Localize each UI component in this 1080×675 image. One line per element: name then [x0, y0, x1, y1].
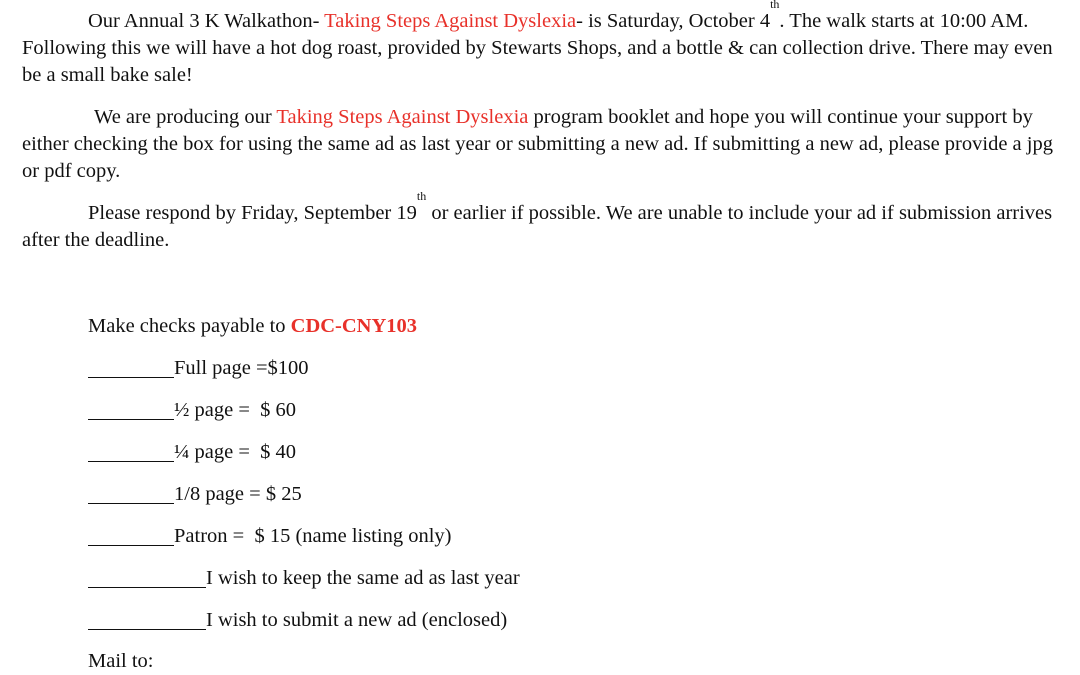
check-blank[interactable]	[88, 483, 174, 504]
deadline-intro: Please respond by Friday, September 19	[88, 202, 417, 224]
option-label: I wish to submit a new ad (enclosed)	[206, 609, 508, 631]
option-quarter-page	[88, 439, 296, 466]
checks-payable-line	[88, 313, 417, 340]
mail-to-label: Mail to:	[88, 650, 154, 672]
option-submit-new-ad	[88, 607, 507, 634]
option-half-page	[88, 397, 296, 424]
booklet-intro: We are producing our	[94, 106, 277, 128]
option-patron	[88, 523, 451, 550]
option-full-page	[88, 355, 309, 382]
check-blank[interactable]	[88, 441, 174, 462]
paragraph-walkathon	[22, 0, 1062, 89]
option-label: ¼ page =	[174, 441, 250, 463]
walkathon-intro: Our Annual 3 K Walkathon-	[88, 10, 325, 32]
option-price: $ 40	[260, 441, 297, 463]
check-blank[interactable]	[88, 567, 206, 588]
date-suffix: th	[770, 0, 780, 11]
deadline-details: or earlier if possible. We are unable to include your ad if submission arrives after the deadline.	[22, 202, 1053, 251]
deadline-suffix: th	[416, 189, 427, 203]
booklet-details: program booklet and hope you will continue your support by either checking the box for using the same ad as last year or submitting a new ad. If submitting a new ad, please provide a jpg or pdf copy.	[22, 106, 1053, 182]
option-label: 1/8 page = $ 25	[174, 483, 302, 505]
option-price: $ 15 (name listing only)	[254, 525, 452, 547]
option-label: I wish to keep the same ad as last year	[206, 567, 520, 589]
check-blank[interactable]	[88, 609, 206, 630]
walkathon-details: . The walk starts at 10:00 AM. Following this we will have a hot dog roast, provided by Stewarts Shops, and a bottle & can collection drive. There may even be a small bake sale!	[22, 10, 1053, 86]
walkathon-date: - is Saturday, October 4	[576, 10, 771, 32]
payee-name: CDC-CNY103	[290, 315, 418, 337]
payable-label: Make checks payable to	[88, 315, 291, 337]
paragraph-deadline	[22, 189, 1062, 254]
program-name: Taking Steps Against Dyslexia	[276, 106, 529, 128]
option-label: Patron =	[174, 525, 245, 547]
check-blank[interactable]	[88, 357, 174, 378]
event-name: Taking Steps Against Dyslexia	[324, 10, 577, 32]
paragraph-booklet	[22, 104, 1062, 185]
option-price: $ 60	[260, 399, 297, 421]
option-label: ½ page =	[174, 399, 250, 421]
check-blank[interactable]	[88, 399, 174, 420]
option-label: Full page =$100	[174, 357, 309, 379]
option-keep-same-ad	[88, 565, 520, 592]
check-blank[interactable]	[88, 525, 174, 546]
option-eighth-page	[88, 481, 302, 508]
